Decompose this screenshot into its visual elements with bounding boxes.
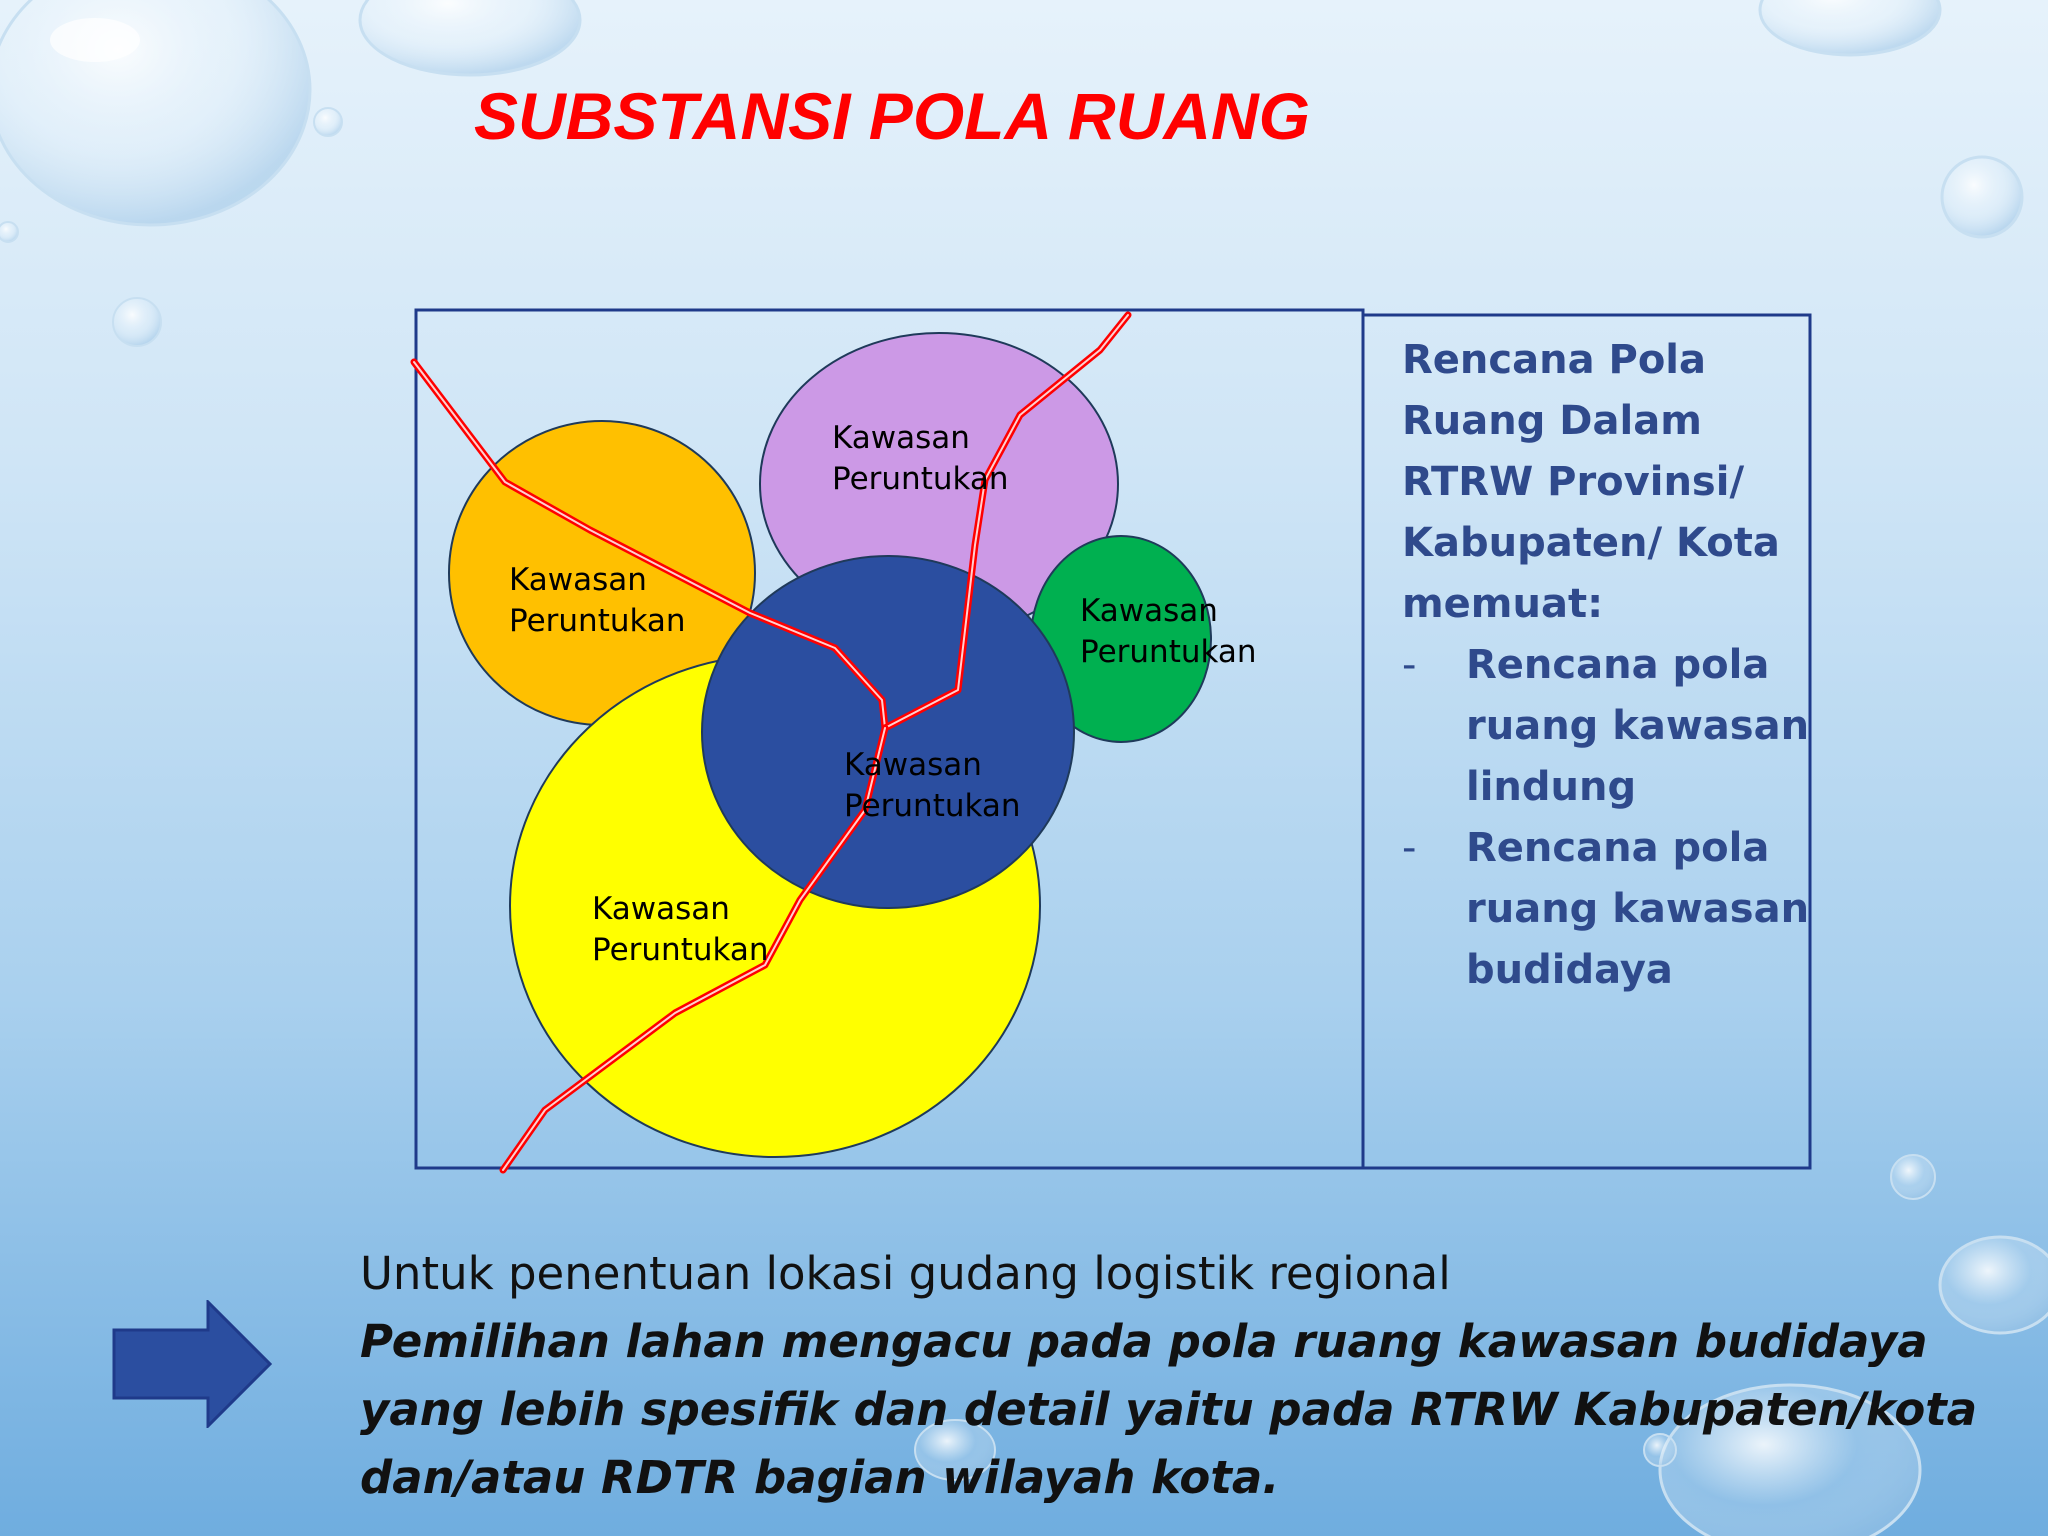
zone-label-line1: Kawasan bbox=[509, 562, 647, 598]
zone-label-yellow bbox=[592, 889, 769, 971]
zone-label-line2: Peruntukan bbox=[844, 788, 1021, 824]
info-intro: Rencana Pola Ruang Dalam RTRW Provinsi/ Kabupaten/ Kota memuat: bbox=[1402, 337, 1780, 627]
info-list bbox=[1402, 635, 1812, 1001]
slide-title: SUBSTANSI POLA RUANG bbox=[474, 79, 1311, 153]
zone-label-line2: Peruntukan bbox=[509, 603, 686, 639]
zone-label-line2: Peruntukan bbox=[592, 932, 769, 968]
zone-circle-blue bbox=[702, 556, 1074, 908]
list-item-text: Rencana pola ruang kawasan lindung bbox=[1466, 642, 1810, 810]
zone-label-line1: Kawasan bbox=[1080, 593, 1218, 629]
right-arrow-icon bbox=[112, 1300, 272, 1428]
bottom-text-emphasis: Pemilihan lahan mengacu pada pola ruang kawasan budidaya yang lebih spesifik dan detail yaitu pada RTRW Kabupaten/kota dan/atau RDTR bagian wilayah kota. bbox=[360, 1315, 1978, 1504]
zone-label-line2: Peruntukan bbox=[1080, 634, 1257, 670]
zone-label-line1: Kawasan bbox=[592, 891, 730, 927]
zone-label-purple bbox=[832, 418, 1009, 500]
zone-label-green bbox=[1080, 591, 1257, 673]
bullet-dash: - bbox=[1402, 642, 1417, 688]
bottom-text bbox=[360, 1240, 2020, 1512]
zone-label-line1: Kawasan bbox=[844, 747, 982, 783]
info-box bbox=[1402, 330, 1812, 1001]
bottom-text-line1: Untuk penentuan lokasi gudang logistik regional bbox=[360, 1247, 1451, 1300]
list-item bbox=[1402, 635, 1812, 818]
list-item-text: Rencana pola ruang kawasan budidaya bbox=[1466, 825, 1810, 993]
zone-label-blue bbox=[844, 745, 1021, 827]
zone-label-orange bbox=[509, 560, 686, 642]
zone-label-line2: Peruntukan bbox=[832, 461, 1009, 497]
zone-label-line1: Kawasan bbox=[832, 420, 970, 456]
list-item bbox=[1402, 818, 1812, 1001]
bullet-dash: - bbox=[1402, 825, 1417, 871]
